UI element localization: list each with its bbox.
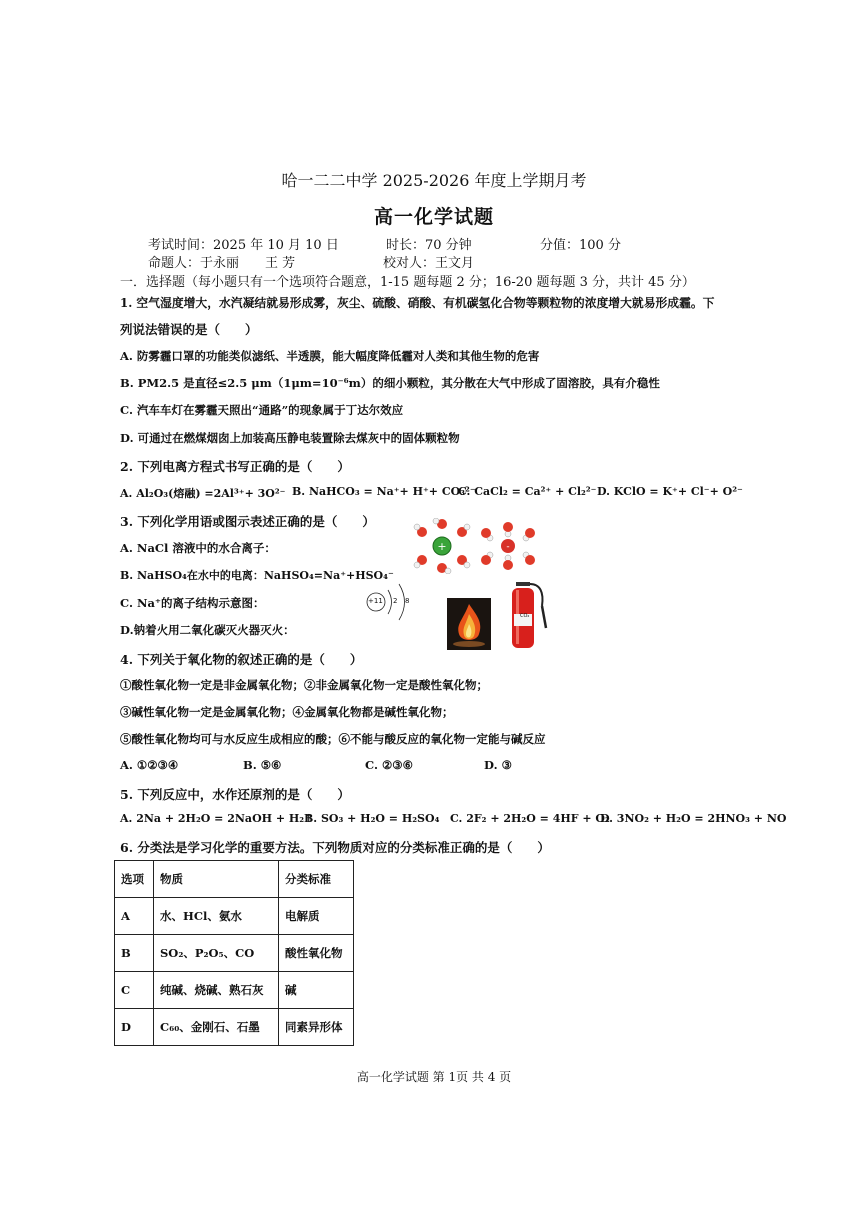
exam-authors: 命题人：于永丽 王 芳 (148, 256, 296, 271)
q3-option-a: A. NaCl 溶液中的水合离子： (120, 541, 276, 555)
table-row (115, 898, 354, 935)
classification-table (114, 860, 354, 1046)
table-header-row (115, 861, 354, 898)
table-cell: C (115, 972, 154, 1009)
sodium-fire-image (447, 598, 491, 650)
shell-1-electrons: 2 (393, 597, 398, 605)
q4-statement-line3: ⑤酸性氧化物均可与水反应生成相应的酸；⑥不能与酸反应的氧化物一定能与碱反应 (120, 732, 546, 746)
q4-statement-line2: ③碱性氧化物一定是金属氧化物；④金属氧化物都是碱性氧化物； (120, 705, 454, 719)
q3-option-b: B. NaHSO₄在水中的电离：NaHSO₄=Na⁺+HSO₄⁻ (120, 569, 394, 582)
table-cell: 同素异形体 (279, 1009, 354, 1046)
q5-stem: 5. 下列反应中，水作还原剂的是（ ） (120, 787, 350, 802)
table-cell: 水、HCl、氨水 (154, 898, 279, 935)
nucleus-charge: +11 (368, 597, 383, 605)
q5-option-d: D. 3NO₂ + H₂O = 2HNO₃ + NO (600, 812, 787, 825)
q5-option-b: B. SO₃ + H₂O = H₂SO₄ (304, 812, 440, 825)
hydrated-chloride-ion (481, 522, 535, 570)
q1-option-d: D. 可通过在燃煤烟囱上加装高压静电装置除去煤灰中的固体颗粒物 (120, 431, 460, 445)
q3-option-c: C. Na⁺的离子结构示意图： (120, 596, 265, 610)
subject-title: 高一化学试题 (373, 206, 494, 228)
svg-text:+: + (437, 540, 447, 553)
q4-statement-line1: ①酸性氧化物一定是非金属氧化物；②非金属氧化物一定是酸性氧化物； (120, 678, 488, 692)
table-header-cell: 选项 (115, 861, 154, 898)
q4-option-b: B. ⑤⑥ (243, 758, 282, 772)
table-cell: SO₂、P₂O₅、CO (154, 935, 279, 972)
q2-option-d: D. KClO = K⁺+ Cl⁻+ O²⁻ (597, 485, 743, 498)
q2-option-c: C. CaCl₂ = Ca²⁺ + Cl₂²⁻ (458, 485, 597, 498)
table-cell: A (115, 898, 154, 935)
q1-option-c: C. 汽车车灯在雾霾天照出“通路”的现象属于丁达尔效应 (120, 403, 404, 417)
q3-option-d: D.钠着火用二氧化碳灭火器灭火： (120, 623, 295, 637)
q1-option-a: A. 防雾霾口罩的功能类似滤纸、半透膜，能大幅度降低霾对人类和其他生物的危害 (120, 349, 540, 363)
table-cell: B (115, 935, 154, 972)
table-cell: D (115, 1009, 154, 1046)
table-cell: 酸性氧化物 (279, 935, 354, 972)
q1-option-b: B. PM2.5 是直径≤2.5 μm（1μm=10⁻⁶m）的细小颗粒，其分散在大气中形成了固溶胶，具有介稳性 (120, 376, 660, 390)
shell-2-electrons: 8 (405, 597, 410, 605)
table-row (115, 1009, 354, 1046)
q4-stem: 4. 下列关于氧化物的叙述正确的是（ ） (120, 652, 363, 667)
table-cell: 碱 (279, 972, 354, 1009)
table-cell: C₆₀、金刚石、石墨 (154, 1009, 279, 1046)
q1-stem-line1: 1. 空气湿度增大，水汽凝结就易形成雾，灰尘、硫酸、硝酸、有机碳氢化合物等颗粒物的浓度增大就易形成霾。下 (120, 296, 715, 310)
section-heading: 一．选择题（每小题只有一个选项符合题意，1-15 题每题 2 分；16-20 题每题 3 分，共计 45 分） (120, 275, 695, 290)
q6-stem: 6. 分类法是学习化学的重要方法。下列物质对应的分类标准正确的是（ ） (120, 840, 550, 855)
exam-title: 哈一二二中学 2025-2026 年度上学期月考 (281, 171, 587, 190)
svg-text:-: - (506, 542, 510, 552)
q4-option-d: D. ③ (484, 758, 512, 772)
q2-option-a: A. Al₂O₃(熔融) =2Al³⁺+ 3O²⁻ (120, 487, 286, 500)
table-cell: 电解质 (279, 898, 354, 935)
q2-option-b: B. NaHCO₃ = Na⁺+ H⁺+ CO₃²⁻ (292, 485, 476, 498)
hydrated-sodium-ion (414, 518, 470, 574)
table-row (115, 972, 354, 1009)
table-header-cell: 分类标准 (279, 861, 354, 898)
extinguisher-label: CO₂ (520, 613, 530, 619)
q2-stem: 2. 下列电离方程式书写正确的是（ ） (120, 459, 350, 474)
q5-option-c: C. 2F₂ + 2H₂O = 4HF + O₂ (450, 812, 610, 825)
table-header-cell: 物质 (154, 861, 279, 898)
q1-stem-line2: 列说法错误的是（ ） (120, 322, 258, 337)
exam-time: 考试时间：2025 年 10 月 10 日 (148, 238, 339, 253)
q5-option-a: A. 2Na + 2H₂O = 2NaOH + H₂↑ (120, 812, 314, 825)
exam-score: 分值：100 分 (540, 238, 621, 253)
table-cell: 纯碱、烧碱、熟石灰 (154, 972, 279, 1009)
exam-checker: 校对人：王文月 (383, 256, 475, 271)
hydrated-ions-diagram (410, 518, 550, 574)
q3-stem: 3. 下列化学用语或图示表述正确的是（ ） (120, 514, 375, 529)
q4-option-a: A. ①②③④ (120, 758, 179, 772)
q4-option-c: C. ②③⑥ (365, 758, 413, 772)
exam-duration: 时长：70 分钟 (386, 238, 472, 253)
table-row (115, 935, 354, 972)
page-footer: 高一化学试题 第 1页 共 4 页 (356, 1070, 512, 1084)
